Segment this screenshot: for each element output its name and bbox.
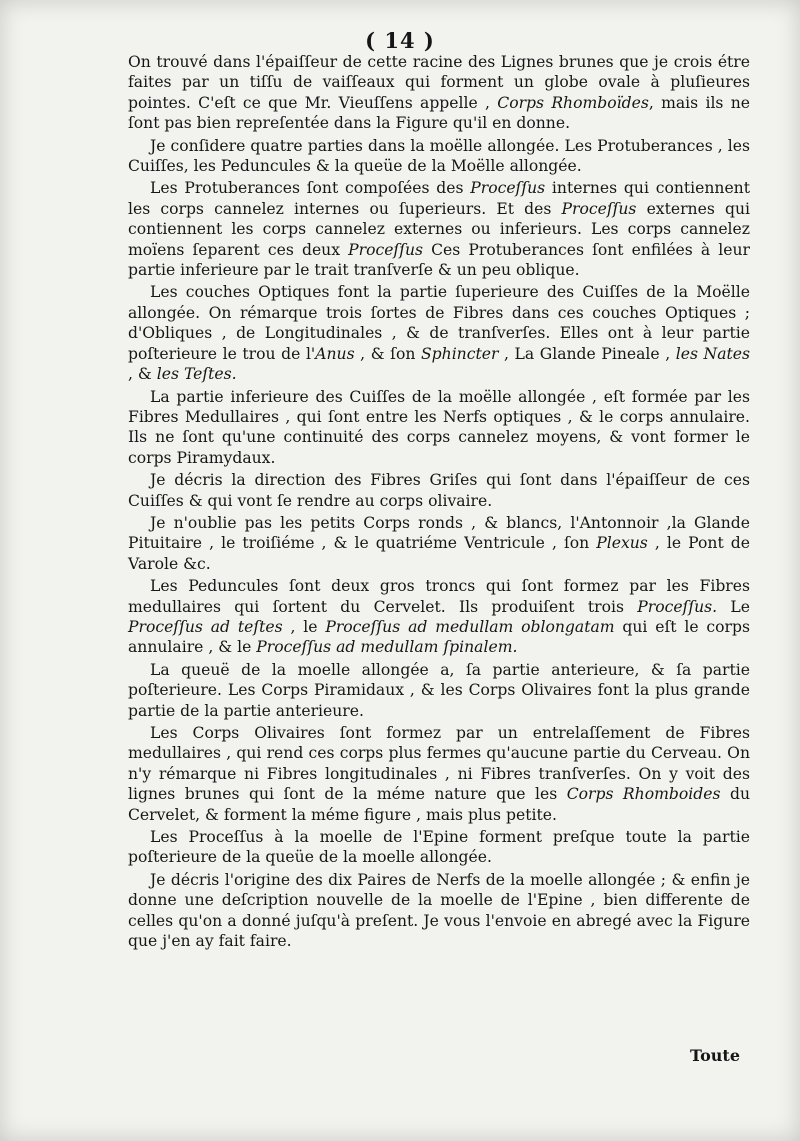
italic-run: Proceſſus	[561, 199, 637, 218]
text-run: Les couches Optiques font la partie ſuperieure des Cuiſſes de la Moëlle allongée. On rémarque trois ſortes de Fibres dans ces couches Optiques ; d'Obliques , de Longitudinales , & de tranſverſes. Elles ont à leur partie poſterieure le trou de l'	[128, 283, 750, 363]
paragraph	[128, 827, 750, 868]
text-run: , le Pont de Varole &c.	[128, 534, 750, 573]
text-run: Les Proceſſus à la moelle de l'Epine forment preſque toute la partie poſterieure de la queüe de la moelle allongée.	[128, 828, 750, 867]
paragraph	[128, 723, 750, 825]
text-run: Le	[717, 597, 750, 616]
body-text	[128, 52, 750, 953]
paragraph	[128, 870, 750, 952]
text-run: qui eſt le corps annulaire , & le	[128, 617, 750, 657]
paragraph	[128, 513, 750, 574]
paragraph	[128, 136, 750, 177]
italic-run: Proceſſus ad medullam oblongatam	[325, 617, 615, 636]
italic-run: Sphincter	[420, 344, 499, 363]
text-run: , le	[282, 617, 326, 636]
italic-run: les Nates	[675, 344, 750, 363]
paragraph	[128, 52, 750, 134]
text-run: Je décris l'origine des dix Paires de Nerfs de la moelle allongée ; & enfin je donne une deſcription nouvelle de la moelle de l'Epine , bien differente de celles qu'on a donné juſqu'à preſent. Je vous l'envoie en abregé avec la Figure que j'en ay fait faire.	[128, 870, 750, 951]
italic-run: les Teſtes.	[156, 365, 237, 384]
paragraph	[128, 178, 750, 280]
italic-run: Proceſſus	[470, 179, 546, 198]
text-run: Ces Protuberances ſont enfilées à leur partie inferieure par le trait tranſverſe & un peu oblique.	[128, 240, 750, 280]
paragraph	[128, 576, 750, 658]
italic-run: Anus	[315, 344, 355, 363]
text-run: Les Corps Olivaires ſont formez par un entrelaſſement de Fibres medullaires , qui rend ces corps plus fermes qu'aucune partie du Cerveau. On n'y rémarque ni Fibres longitudinales , ni Fibres tranſverſes. On y voit des lignes brunes qui ſont de la méme nature que les	[128, 724, 750, 804]
text-run: , &	[128, 365, 157, 384]
text-run: internes qui contiennent les corps cannelez internes ou ſuperieurs. Et des	[128, 179, 750, 218]
paragraph	[128, 660, 750, 721]
catchword: Toute	[690, 1046, 740, 1065]
page-number: ( 14 )	[365, 28, 435, 53]
text-run: Les Protuberances ſont compoſées des	[150, 179, 471, 198]
italic-run: Plexus	[596, 534, 648, 553]
text-run: Je conſidere quatre parties dans la moëlle allongée. Les Protuberances , les Cuiſſes, les Peduncules & la queüe de la Moëlle allongée.	[128, 136, 750, 176]
text-run: , & ſon	[354, 344, 421, 363]
italic-run: Corps Rhomboides	[566, 785, 721, 804]
text-run: externes qui contiennent les corps cannelez externes ou inferieurs. Les corps cannelez moïens ſeparent ces deux	[128, 199, 750, 259]
text-run: On trouvé dans l'épaiſſeur de cette racine des Lignes brunes que je crois étre faites par un tiſſu de vaiſſeaux qui forment un globe ovale à pluſieures pointes. C'eſt ce que Mr. Vieuſſens appelle ,	[128, 53, 750, 112]
text-run: La queuë de la moelle allongée a, ſa partie anterieure, & ſa partie poſterieure. Les Corps Piramidaux , & les Corps Olivaires font la plus grande partie de la partie anterieure.	[128, 660, 750, 720]
italic-run: Proceſſus ad teſtes	[128, 617, 283, 636]
text-run: , La Glande Pineale ,	[498, 344, 676, 363]
paragraph	[128, 387, 750, 469]
italic-run: Proceſſus	[348, 240, 424, 259]
text-run: du Cervelet, & forment la méme figure , mais plus petite.	[128, 785, 750, 824]
italic-run: Proceſſus ad medullam ſpinalem.	[256, 638, 518, 657]
text-run: Les Peduncules ſont deux gros troncs qui ſont formez par les Fibres medullaires qui ſortent du Cervelet. Ils produiſent trois	[128, 577, 750, 616]
text-run: Je décris la direction des Fibres Griſes qui ſont dans l'épaiſſeur de ces Cuiſſes & qui vont ſe rendre au corps olivaire.	[128, 471, 750, 510]
italic-run: Corps Rhomboïdes	[497, 93, 649, 112]
text-run: La partie inferieure des Cuiſſes de la moëlle allongée , eſt formée par les Fibres Medullaires , qui ſont entre les Nerfs optiques , & le corps annulaire. Ils ne ſont qu'une continuité des corps cannelez moyens, & vont former le corps Piramydaux.	[128, 387, 750, 467]
italic-run: Proceſſus.	[637, 597, 718, 616]
text-run: Je n'oublie pas les petits Corps ronds , & blancs, l'Antonnoir ,la Glande Pituitaire , le troiſiéme , & le quatriéme Ventricule , ſon	[128, 513, 750, 553]
paragraph	[128, 470, 750, 511]
text-run: , mais ils ne ſont pas bien repreſentée dans la Figure qu'il en donne.	[128, 93, 750, 133]
paragraph	[128, 282, 750, 384]
